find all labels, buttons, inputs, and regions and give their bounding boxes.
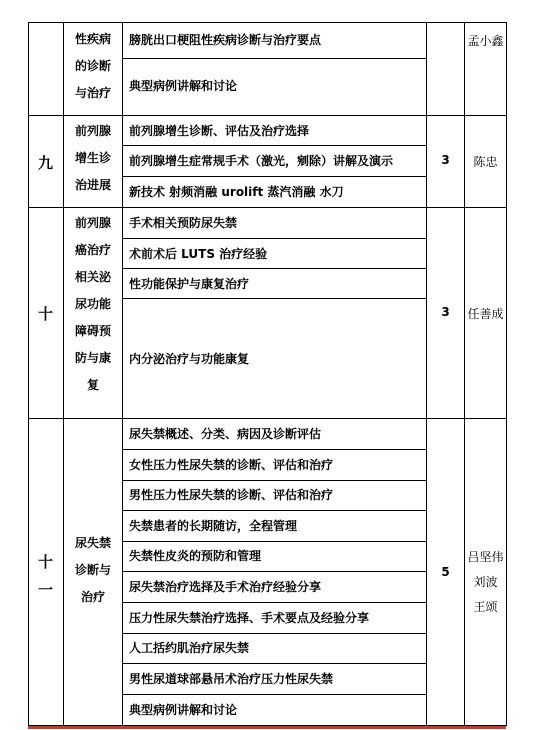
item-divider <box>122 268 427 269</box>
topic-cell: 前列腺 癌治疗 相关泌 尿功能 障碍预 防与康 复 <box>74 216 111 392</box>
item-text: 典型病例讲解和讨论 <box>129 79 238 93</box>
topic-cell: 尿失禁 诊断与 治疗 <box>74 536 111 604</box>
item-divider <box>122 663 427 664</box>
table-row-divider <box>28 418 507 419</box>
table-row-divider <box>28 207 507 208</box>
item-text: 手术相关预防尿失禁 <box>129 216 238 230</box>
lecturer-cell: 陈忠 <box>473 155 498 169</box>
item-divider <box>122 571 427 572</box>
hours-cell: 3 <box>441 305 450 319</box>
table-border-left <box>28 22 29 726</box>
item-text: 失禁患者的长期随访，全程管理 <box>129 519 298 533</box>
item-divider <box>122 633 427 634</box>
lecturer-cell: 孟小鑫 <box>467 34 504 48</box>
topic-cell: 性疾病 的诊断 与治疗 <box>74 32 111 100</box>
item-divider <box>122 602 427 603</box>
item-text: 男性压力性尿失禁的诊断、评估和治疗 <box>129 488 334 502</box>
table-row-divider <box>28 115 507 116</box>
item-text: 女性压力性尿失禁的诊断、评估和治疗 <box>129 458 334 472</box>
hours-cell: 3 <box>441 153 450 167</box>
item-divider <box>122 480 427 481</box>
item-divider <box>122 238 427 239</box>
table-border-top <box>28 22 507 23</box>
section-number: 十 一 <box>37 553 53 599</box>
item-text: 典型病例讲解和讨论 <box>129 703 238 717</box>
table-divider <box>464 22 465 726</box>
item-text: 前列腺增生症常规手术（激光，剜除）讲解及演示 <box>129 154 394 168</box>
item-text: 男性尿道球部悬吊术治疗压力性尿失禁 <box>129 672 334 686</box>
item-divider <box>122 176 427 177</box>
table-divider <box>122 22 123 726</box>
item-divider <box>122 694 427 695</box>
lecturer-cell: 任善成 <box>467 307 504 321</box>
item-divider <box>122 58 427 59</box>
item-text: 新技术 射频消融 urolift 蒸汽消融 水刀 <box>129 185 344 199</box>
item-text: 性功能保护与康复治疗 <box>129 277 250 291</box>
item-text: 压力性尿失禁治疗选择、手术要点及经验分享 <box>129 611 370 625</box>
hours-cell: 5 <box>441 565 450 579</box>
item-text: 人工括约肌治疗尿失禁 <box>129 641 250 655</box>
item-text: 尿失禁概述、分类、病因及诊断评估 <box>129 427 322 441</box>
section-number: 十 <box>37 305 53 323</box>
item-divider <box>122 541 427 542</box>
item-text: 内分泌治疗与功能康复 <box>129 352 250 366</box>
item-divider <box>122 298 427 299</box>
table-border-right <box>506 22 507 726</box>
page-footer-rule <box>28 726 506 729</box>
table-divider <box>426 22 427 726</box>
item-text: 术前术后 LUTS 治疗经验 <box>129 247 268 261</box>
topic-cell: 前列腺 增生诊 治进展 <box>74 124 111 192</box>
lecturer-cell: 吕坚伟 刘波 王颂 <box>467 550 504 614</box>
section-number: 九 <box>37 154 53 172</box>
item-text: 前列腺增生诊断、评估及治疗选择 <box>129 124 310 138</box>
item-divider <box>122 145 427 146</box>
item-divider <box>122 449 427 450</box>
item-text: 尿失禁治疗选择及手术治疗经验分享 <box>129 580 322 594</box>
item-text: 膀胱出口梗阻性疾病诊断与治疗要点 <box>129 33 322 47</box>
item-text: 失禁性皮炎的预防和管理 <box>129 549 262 563</box>
item-divider <box>122 510 427 511</box>
